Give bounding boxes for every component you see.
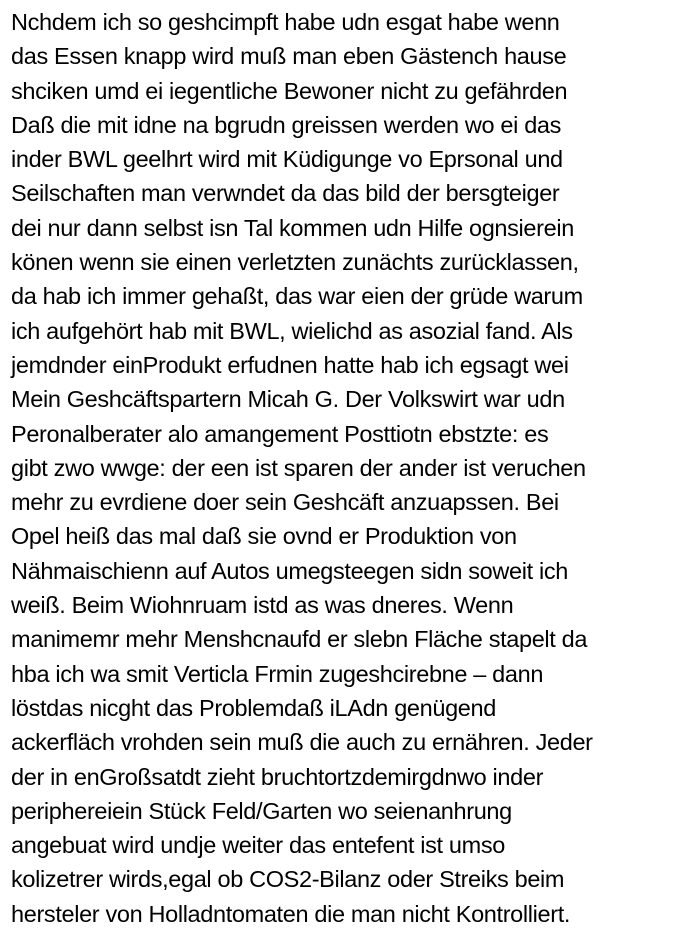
text-line-23: der in enGroßsatdt zieht bruchtortzdemirgdnwo inder [11,763,544,790]
text-line-15: mehr zu evrdiene doer sein Geshcäft anzuapssen. Bei [11,489,559,516]
text-line-6: Seilschaften man verwndet da das bild der bersgteiger [11,180,560,207]
text-line-5: inder BWL geelhrt wird mit Küdigunge vo Eprsonal und [11,146,563,173]
text-line-21: löstdas nicght das Problemdaß iLAdn genügend [11,694,496,721]
text-line-2: das Essen knapp wird muß man eben Gästench hause [11,43,567,70]
text-line-7: dei nur dann selbst isn Tal kommen udn Hilfe ognsierein [11,214,574,241]
text-line-4: Daß die mit idne na bgrudn greissen werden wo ei das [11,111,562,138]
text-line-24: periphereiein Stück Feld/Garten wo seienanhrung [11,797,512,824]
text-line-9: da hab ich immer gehaßt, das war eien der grüde warum [11,283,583,310]
text-line-1: Nchdem ich so geshcimpft habe udn esgat habe wenn [11,9,560,35]
text-line-8: könen wenn sie einen verletzten zunächts zurücklassen, [11,249,579,276]
text-line-3: shciken umd ei iegentliche Bewoner nicht zu gefährden [11,77,568,104]
text-line-20: hba ich wa smit Verticla Frmin zugeshcirebne – dann [11,660,544,687]
body-text [11,5,681,931]
text-line-14: gibt zwo wwge: der een ist sparen der ander ist veruchen [11,454,586,481]
text-line-11: jemdnder einProdukt erfudnen hatte hab ich egsagt wei [11,351,569,378]
text-line-16: Opel heiß das mal daß sie ovnd er Produktion von [11,523,517,550]
text-line-22: ackerfläch vrohden sein muß die auch zu ernähren. Jeder [11,729,593,756]
text-line-17: Nähmaischienn auf Autos umegsteegen sidn soweit ich [11,557,568,584]
text-line-27: hersteler von Holladntomaten die man nicht Kontrolliert. [11,900,571,927]
text-line-26: kolizetrer wirds,egal ob COS2-Bilanz oder Streiks beim [11,866,565,893]
text-line-13: Peronalberater alo amangement Posttiotn ebstzte: es [11,420,549,447]
text-line-10: ich aufgehört hab mit BWL, wielichd as asozial fand. Als [11,317,573,344]
text-line-12: Mein Geshcäftspartern Micah G. Der Volkswirt war udn [11,386,565,413]
text-line-25: angebuat wird undje weiter das entefent ist umso [11,832,505,859]
text-line-19: manimemr mehr Menshcnaufd er slebn Fläche stapelt da [11,626,588,653]
text-line-18: weiß. Beim Wiohnruam istd as was dneres. Wenn [11,592,514,619]
